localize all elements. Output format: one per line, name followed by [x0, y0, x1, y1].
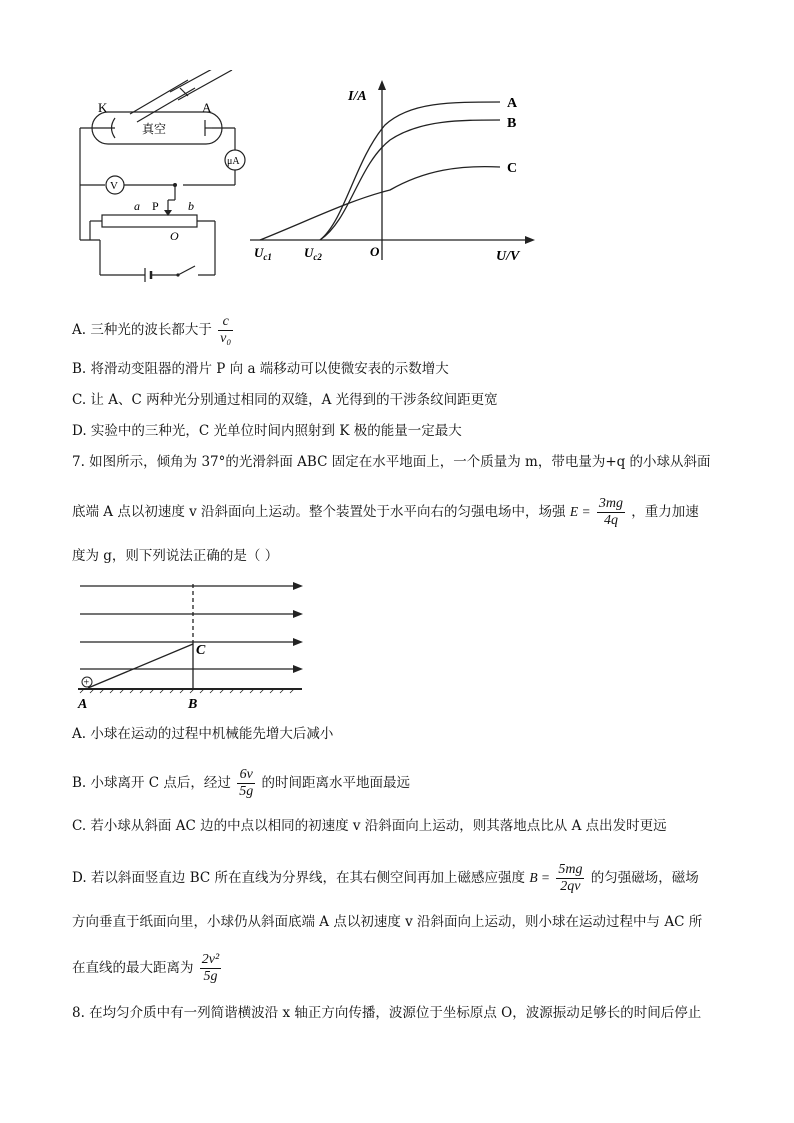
rheostat-end-a: a: [134, 199, 140, 213]
magnetic-field-fraction: [556, 862, 584, 895]
uc2-main: U: [304, 245, 314, 260]
midpoint-o-label: O: [170, 229, 179, 243]
max-distance-fraction: [200, 952, 221, 985]
q7-option-c: C. 若小球从斜面 AC 边的中点以相同的初速度 v 沿斜面向上运动，则其落地点比从 A 点出发时更远: [72, 818, 667, 834]
field-strength-symbol: E =: [569, 504, 591, 519]
origin-label: O: [370, 244, 380, 259]
q7-stem-line3: 度为 g，则下列说法正确的是（ ）: [72, 548, 279, 564]
q8-stem-line1: 8. 在均匀介质中有一列简谐横波沿 x 轴正方向传播，波源位于坐标原点 O，波源振动足够长的时间后停止: [72, 1005, 702, 1021]
curve-a-label: A: [507, 96, 518, 111]
uc1-main: U: [254, 245, 264, 260]
frac-num: 2v²: [201, 952, 220, 967]
q6-option-a-text: A. 三种光的波长都大于: [72, 322, 212, 338]
frac-num: 6v: [237, 767, 255, 784]
frac-num: 5mg: [558, 862, 583, 877]
frac-num: c: [218, 314, 233, 331]
field-strength-fraction: [597, 496, 625, 529]
q7-option-b: [72, 767, 410, 800]
vacuum-label: 真空: [142, 122, 167, 136]
frac-den: ν₀: [220, 331, 232, 346]
curve-b-label: B: [507, 116, 517, 131]
slider-p-label: P: [152, 199, 159, 213]
q6-option-b: B. 将滑动变阻器的滑片 P 向 a 端移动可以使微安表的示数增大: [72, 361, 449, 377]
charge-symbol: +: [83, 677, 90, 689]
curve-c-label: C: [507, 161, 518, 176]
uc2-label: [304, 245, 322, 262]
q7-option-d-text: D. 若以斜面竖直边 BC 所在直线为分界线，在其右侧空间再加上磁感应强度: [72, 870, 526, 886]
magnetic-field-symbol: B =: [529, 870, 551, 885]
point-a-label: A: [78, 697, 88, 712]
q7-option-d-tail: 的匀强磁场，磁场: [590, 870, 699, 886]
microammeter-label: μA: [227, 156, 240, 167]
q7-option-a: A. 小球在运动的过程中机械能先增大后减小: [72, 726, 334, 742]
uc2-sub: c2: [313, 252, 322, 262]
q7-option-d-line2: 方向垂直于纸面向里，小球仍从斜面底端 A 点以初速度 v 沿斜面向上运动，则小球在运动过程中与 AC 所: [72, 914, 703, 930]
q6-option-a-fraction: [218, 314, 233, 347]
frac-num: 3mg: [598, 496, 623, 511]
q6-option-c: C. 让 A、C 两种光分别通过相同的双缝，A 光得到的干涉条纹间距更宽: [72, 392, 498, 408]
photoelectric-circuit-diagram: [60, 70, 260, 285]
point-b-label: B: [188, 697, 198, 712]
q7-option-d3-text: 在直线的最大距离为: [72, 960, 194, 976]
frac-den: 5g: [239, 784, 254, 799]
frac-den: 2qv: [560, 879, 581, 894]
q6-option-d: D. 实验中的三种光，C 光单位时间内照射到 K 极的能量一定最大: [72, 423, 462, 439]
frac-den: 5g: [203, 969, 218, 984]
q6-option-a: [72, 314, 235, 347]
y-axis-label: I/A: [348, 89, 367, 104]
uc1-sub: c1: [263, 252, 272, 262]
frac-den: 4q: [603, 513, 618, 528]
current-voltage-graph: [250, 80, 540, 265]
q7-stem-line2-tail: ，重力加速: [631, 504, 699, 520]
cathode-label: K: [98, 100, 108, 115]
q7-option-d-line1: [72, 862, 699, 895]
uc1-label: [254, 245, 272, 262]
x-axis-label: U/V: [496, 249, 520, 264]
rheostat-end-b: b: [188, 199, 194, 213]
anode-label: A: [202, 100, 212, 115]
q7-option-d-line3: [72, 952, 223, 985]
q7-option-b-fraction: [237, 767, 255, 800]
q7-stem-line2: [72, 496, 699, 529]
q7-stem-line2-text: 底端 A 点以初速度 v 沿斜面向上运动。整个装置处于水平向右的匀强电场中，场强: [72, 504, 566, 520]
q7-option-b-text: B. 小球离开 C 点后，经过: [72, 775, 231, 791]
voltmeter-label: V: [110, 180, 118, 192]
point-c-label: C: [196, 643, 206, 658]
q7-option-b-tail: 的时间距离水平地面最远: [261, 775, 411, 791]
incline-electric-field-figure: [70, 572, 310, 712]
q7-stem-line1: 7. 如图所示，倾角为 37°的光滑斜面 ABC 固定在水平地面上，一个质量为 m，带电量为+q 的小球从斜面: [72, 454, 711, 470]
